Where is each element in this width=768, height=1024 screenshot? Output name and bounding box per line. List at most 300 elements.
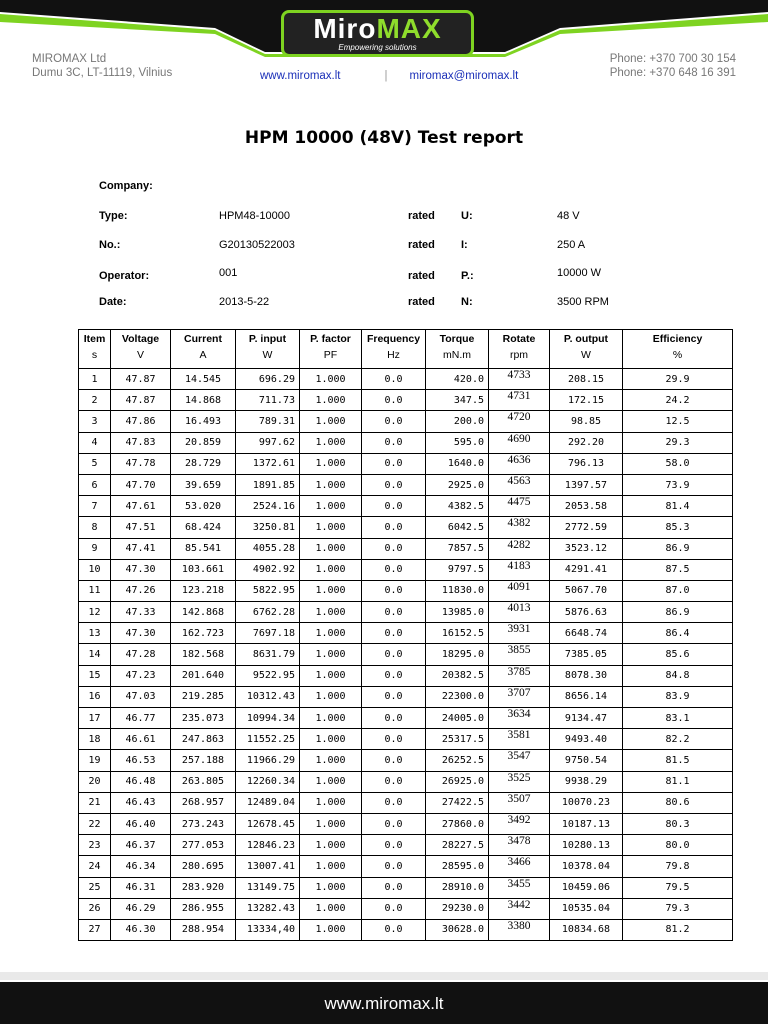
table-cell: 47.70 (111, 474, 171, 495)
table-cell: 79.8 (623, 856, 733, 877)
table-cell: 1.000 (300, 411, 362, 432)
table-cell: 9750.54 (550, 750, 623, 771)
column-header-unit: s (91, 349, 98, 361)
table-cell: 27422.5 (426, 792, 489, 813)
table-cell: 1.000 (300, 856, 362, 877)
table-cell: 29.3 (623, 432, 733, 453)
meta-row-date (0, 296, 768, 316)
meta-symbol: N: (461, 296, 473, 308)
table-cell: 4282 (489, 538, 550, 559)
table-cell: 4382.5 (426, 496, 489, 517)
meta-rated-value: 10000 W (557, 267, 602, 279)
table-cell: 208.15 (550, 369, 623, 390)
table-cell: 0.0 (362, 390, 426, 411)
website-link[interactable]: www.miromax.lt (260, 70, 341, 82)
table-cell: 80.3 (623, 813, 733, 834)
table-cell: 273.243 (171, 813, 236, 834)
table-cell: 14 (79, 644, 111, 665)
table-cell: 1.000 (300, 919, 362, 940)
table-cell: 1.000 (300, 538, 362, 559)
logo-text-max: MAX (376, 13, 442, 44)
table-cell: 0.0 (362, 898, 426, 919)
column-header (623, 330, 733, 369)
table-cell: 46.61 (111, 729, 171, 750)
table-cell: 81.2 (623, 919, 733, 940)
table-cell: 201.640 (171, 665, 236, 686)
table-cell: 162.723 (171, 623, 236, 644)
column-header-label: Voltage (121, 333, 160, 345)
table-cell: 46.43 (111, 792, 171, 813)
meta-label: Type: (99, 210, 128, 222)
table-cell: 46.34 (111, 856, 171, 877)
table-row (79, 835, 733, 856)
table-cell: 46.37 (111, 835, 171, 856)
table-cell: 10 (79, 559, 111, 580)
table-cell: 0.0 (362, 644, 426, 665)
table-cell: 1640.0 (426, 453, 489, 474)
table-header-row (79, 330, 733, 369)
table-cell: 13282.43 (236, 898, 300, 919)
table-cell: 997.62 (236, 432, 300, 453)
table-cell: 4291.41 (550, 559, 623, 580)
table-cell: 1.000 (300, 750, 362, 771)
table-cell: 182.568 (171, 644, 236, 665)
table-cell: 0.0 (362, 729, 426, 750)
table-cell: 1.000 (300, 474, 362, 495)
table-cell: 3492 (489, 813, 550, 834)
table-row (79, 813, 733, 834)
meta-rated-value: 48 V (557, 210, 580, 222)
table-cell: 0.0 (362, 813, 426, 834)
meta-symbol: I: (461, 239, 468, 251)
table-cell: 20.859 (171, 432, 236, 453)
table-row (79, 496, 733, 517)
table-cell: 10280.13 (550, 835, 623, 856)
table-cell: 1.000 (300, 813, 362, 834)
table-cell: 27860.0 (426, 813, 489, 834)
table-cell: 5822.95 (236, 580, 300, 601)
table-cell: 257.188 (171, 750, 236, 771)
meta-row-company (0, 180, 768, 200)
table-cell: 1.000 (300, 453, 362, 474)
table-cell: 87.5 (623, 559, 733, 580)
column-header-unit: A (199, 349, 207, 361)
table-cell: 1.000 (300, 580, 362, 601)
table-row (79, 602, 733, 623)
table-cell: 73.9 (623, 474, 733, 495)
table-cell: 68.424 (171, 517, 236, 538)
test-data-table (78, 329, 733, 941)
email-link[interactable]: miromax@miromax.lt (409, 70, 519, 82)
table-cell: 3 (79, 411, 111, 432)
table-row (79, 390, 733, 411)
column-header-unit: Hz (387, 349, 400, 361)
table-cell: 16.493 (171, 411, 236, 432)
table-cell: 83.1 (623, 708, 733, 729)
table-cell: 3855 (489, 644, 550, 665)
table-row (79, 898, 733, 919)
table-cell: 16152.5 (426, 623, 489, 644)
table-cell: 200.0 (426, 411, 489, 432)
meta-label: No.: (99, 239, 121, 251)
table-cell: 81.4 (623, 496, 733, 517)
contact-links (260, 70, 518, 82)
table-cell: 1.000 (300, 898, 362, 919)
table-cell: 12678.45 (236, 813, 300, 834)
meta-rated-value: 250 A (557, 239, 586, 251)
table-row (79, 411, 733, 432)
table-cell: 10994.34 (236, 708, 300, 729)
table-cell: 4475 (489, 496, 550, 517)
table-row (79, 708, 733, 729)
table-cell: 796.13 (550, 453, 623, 474)
table-cell: 47.86 (111, 411, 171, 432)
table-cell: 0.0 (362, 517, 426, 538)
table-cell: 3785 (489, 665, 550, 686)
table-cell: 0.0 (362, 750, 426, 771)
table-cell: 142.868 (171, 602, 236, 623)
column-header-label: P. output (563, 333, 609, 345)
table-row (79, 644, 733, 665)
column-header (362, 330, 426, 369)
table-cell: 0.0 (362, 686, 426, 707)
table-cell: 12 (79, 602, 111, 623)
table-cell: 79.3 (623, 898, 733, 919)
table-cell: 47.03 (111, 686, 171, 707)
phone-info (610, 52, 736, 80)
table-cell: 47.83 (111, 432, 171, 453)
table-cell: 1.000 (300, 644, 362, 665)
table-row (79, 453, 733, 474)
table-cell: 12846.23 (236, 835, 300, 856)
table-cell: 39.659 (171, 474, 236, 495)
table-cell: 8656.14 (550, 686, 623, 707)
meta-row-no (0, 239, 768, 259)
table-cell: 3581 (489, 729, 550, 750)
table-cell: 1.000 (300, 496, 362, 517)
table-cell: 26 (79, 898, 111, 919)
column-header-label: Rotate (502, 333, 536, 345)
footer-website[interactable]: www.miromax.lt (324, 994, 444, 1013)
table-cell: 21 (79, 792, 111, 813)
table-cell: 47.87 (111, 390, 171, 411)
table-cell: 86.9 (623, 602, 733, 623)
logo-text-miro: Miro (313, 13, 377, 44)
table-cell: 9 (79, 538, 111, 559)
column-header-label: P. input (248, 333, 287, 345)
meta-row-operator (0, 267, 768, 287)
table-cell: 3547 (489, 750, 550, 771)
table-cell: 11 (79, 580, 111, 601)
table-cell: 6042.5 (426, 517, 489, 538)
table-cell: 0.0 (362, 602, 426, 623)
table-cell: 12.5 (623, 411, 733, 432)
table-body (79, 369, 733, 941)
table-cell: 81.1 (623, 771, 733, 792)
table-row (79, 877, 733, 898)
table-cell: 2 (79, 390, 111, 411)
column-header (300, 330, 362, 369)
meta-label: Date: (99, 296, 127, 308)
table-cell: 0.0 (362, 856, 426, 877)
table-cell: 3507 (489, 792, 550, 813)
table-cell: 219.285 (171, 686, 236, 707)
table-cell: 0.0 (362, 411, 426, 432)
column-header-unit: mN.m (443, 349, 471, 361)
miromax-logo (281, 10, 474, 57)
table-cell: 47.23 (111, 665, 171, 686)
table-cell: 1.000 (300, 602, 362, 623)
table-cell: 10834.68 (550, 919, 623, 940)
table-cell: 1 (79, 369, 111, 390)
table-row (79, 729, 733, 750)
table-cell: 13149.75 (236, 877, 300, 898)
table-cell: 235.073 (171, 708, 236, 729)
table-cell: 696.29 (236, 369, 300, 390)
meta-label: Company: (99, 180, 153, 192)
table-cell: 1.000 (300, 665, 362, 686)
meta-symbol: P.: (461, 270, 474, 282)
table-cell: 1.000 (300, 369, 362, 390)
table-row (79, 538, 733, 559)
table-cell: 18 (79, 729, 111, 750)
table-row (79, 686, 733, 707)
table-cell: 46.48 (111, 771, 171, 792)
table-cell: 3380 (489, 919, 550, 940)
table-cell: 22 (79, 813, 111, 834)
table-cell: 4690 (489, 432, 550, 453)
table-cell: 280.695 (171, 856, 236, 877)
table-cell: 4 (79, 432, 111, 453)
table-cell: 4563 (489, 474, 550, 495)
table-cell: 47.30 (111, 559, 171, 580)
column-header-label: Item (83, 333, 106, 345)
table-cell: 17 (79, 708, 111, 729)
table-cell: 3478 (489, 835, 550, 856)
table-cell: 53.020 (171, 496, 236, 517)
table-cell: 26252.5 (426, 750, 489, 771)
table-cell: 3523.12 (550, 538, 623, 559)
table-cell: 80.6 (623, 792, 733, 813)
table-cell: 1397.57 (550, 474, 623, 495)
meta-rated-value: 3500 RPM (557, 296, 609, 308)
company-name: MIROMAX Ltd (32, 53, 107, 65)
table-row (79, 750, 733, 771)
table-row (79, 771, 733, 792)
table-cell: 20 (79, 771, 111, 792)
table-cell: 6 (79, 474, 111, 495)
table-cell: 420.0 (426, 369, 489, 390)
table-cell: 13007.41 (236, 856, 300, 877)
table-cell: 22300.0 (426, 686, 489, 707)
table-cell: 103.661 (171, 559, 236, 580)
table-row (79, 474, 733, 495)
meta-symbol: U: (461, 210, 473, 222)
meta-rated: rated (408, 239, 435, 251)
meta-row-type (0, 210, 768, 230)
column-header (236, 330, 300, 369)
table-row (79, 369, 733, 390)
table-cell: 0.0 (362, 835, 426, 856)
table-cell: 0.0 (362, 919, 426, 940)
column-header-unit: W (581, 349, 591, 361)
table-cell: 28227.5 (426, 835, 489, 856)
table-cell: 86.4 (623, 623, 733, 644)
table-cell: 81.5 (623, 750, 733, 771)
table-cell: 5067.70 (550, 580, 623, 601)
table-cell: 9938.29 (550, 771, 623, 792)
table-cell: 3525 (489, 771, 550, 792)
table-cell: 3931 (489, 623, 550, 644)
table-cell: 47.51 (111, 517, 171, 538)
column-header-unit: PF (323, 349, 338, 361)
column-header-unit: W (262, 349, 273, 361)
logo-tagline: Empowering solutions (338, 43, 417, 52)
table-cell: 25317.5 (426, 729, 489, 750)
column-header (426, 330, 489, 369)
table-cell: 2772.59 (550, 517, 623, 538)
table-cell: 2925.0 (426, 474, 489, 495)
table-row (79, 517, 733, 538)
table-cell: 347.5 (426, 390, 489, 411)
meta-value: 2013-5-22 (219, 296, 270, 308)
column-header-label: Frequency (366, 333, 421, 345)
table-cell: 11552.25 (236, 729, 300, 750)
table-cell: 13985.0 (426, 602, 489, 623)
table-cell: 24005.0 (426, 708, 489, 729)
table-cell: 0.0 (362, 432, 426, 453)
table-row (79, 580, 733, 601)
table-cell: 0.0 (362, 877, 426, 898)
table-cell: 80.0 (623, 835, 733, 856)
table-cell: 263.805 (171, 771, 236, 792)
table-cell: 595.0 (426, 432, 489, 453)
table-cell: 283.920 (171, 877, 236, 898)
table-cell: 24 (79, 856, 111, 877)
table-cell: 13 (79, 623, 111, 644)
table-cell: 247.863 (171, 729, 236, 750)
table-cell: 8631.79 (236, 644, 300, 665)
table-cell: 10070.23 (550, 792, 623, 813)
table-cell: 10312.43 (236, 686, 300, 707)
table-cell: 7857.5 (426, 538, 489, 559)
column-header (111, 330, 171, 369)
table-cell: 25 (79, 877, 111, 898)
table-cell: 0.0 (362, 559, 426, 580)
table-cell: 23 (79, 835, 111, 856)
company-address: Dumu 3C, LT-11119, Vilnius (32, 67, 173, 79)
table-cell: 288.954 (171, 919, 236, 940)
column-header-unit: % (672, 349, 683, 361)
column-header (79, 330, 111, 369)
table-cell: 47.30 (111, 623, 171, 644)
table-cell: 9493.40 (550, 729, 623, 750)
table-cell: 85.3 (623, 517, 733, 538)
column-header-label: Current (184, 333, 222, 345)
table-cell: 28910.0 (426, 877, 489, 898)
report-title: HPM 10000 (48V) Test report (244, 128, 524, 148)
table-cell: 18295.0 (426, 644, 489, 665)
table-row (79, 559, 733, 580)
table-cell: 4183 (489, 559, 550, 580)
table-cell: 4733 (489, 369, 550, 390)
table-cell: 1372.61 (236, 453, 300, 474)
table-cell: 123.218 (171, 580, 236, 601)
column-header-label: Efficiency (652, 333, 703, 345)
table-cell: 4720 (489, 411, 550, 432)
link-separator: | (384, 70, 388, 82)
meta-rated: rated (408, 296, 435, 308)
meta-value: HPM48-10000 (219, 210, 290, 222)
table-cell: 29.9 (623, 369, 733, 390)
table-cell: 3455 (489, 877, 550, 898)
table-cell: 47.61 (111, 496, 171, 517)
table-cell: 3634 (489, 708, 550, 729)
table-cell: 58.0 (623, 453, 733, 474)
table-cell: 6762.28 (236, 602, 300, 623)
table-cell: 46.40 (111, 813, 171, 834)
table-cell: 47.33 (111, 602, 171, 623)
table-cell: 1.000 (300, 432, 362, 453)
meta-value: G20130522003 (219, 239, 295, 251)
table-cell: 1.000 (300, 792, 362, 813)
table-cell: 0.0 (362, 665, 426, 686)
table-cell: 7 (79, 496, 111, 517)
table-cell: 1.000 (300, 517, 362, 538)
table-cell: 46.30 (111, 919, 171, 940)
table-cell: 28.729 (171, 453, 236, 474)
table-cell: 1.000 (300, 708, 362, 729)
table-cell: 0.0 (362, 369, 426, 390)
table-cell: 11830.0 (426, 580, 489, 601)
table-cell: 0.0 (362, 792, 426, 813)
phone-2: Phone: +370 648 16 391 (609, 67, 736, 79)
table-cell: 268.957 (171, 792, 236, 813)
table-cell: 85.6 (623, 644, 733, 665)
table-cell: 20382.5 (426, 665, 489, 686)
table-cell: 4636 (489, 453, 550, 474)
table-cell: 98.85 (550, 411, 623, 432)
table-cell: 5876.63 (550, 602, 623, 623)
table-cell: 47.41 (111, 538, 171, 559)
table-cell: 47.28 (111, 644, 171, 665)
table-cell: 7385.05 (550, 644, 623, 665)
table-row (79, 665, 733, 686)
table-cell: 4091 (489, 580, 550, 601)
table-cell: 1891.85 (236, 474, 300, 495)
meta-rated: rated (408, 270, 435, 282)
table-cell: 4731 (489, 390, 550, 411)
table-cell: 29230.0 (426, 898, 489, 919)
table-cell: 10378.04 (550, 856, 623, 877)
table-cell: 9522.95 (236, 665, 300, 686)
table-cell: 83.9 (623, 686, 733, 707)
table-cell: 0.0 (362, 496, 426, 517)
meta-label: Operator: (99, 270, 150, 282)
table-cell: 9797.5 (426, 559, 489, 580)
table-cell: 4902.92 (236, 559, 300, 580)
table-cell: 1.000 (300, 686, 362, 707)
column-header-label: P. factor (310, 333, 351, 345)
table-cell: 3466 (489, 856, 550, 877)
table-cell: 6648.74 (550, 623, 623, 644)
table-cell: 1.000 (300, 623, 362, 644)
table-cell: 12260.34 (236, 771, 300, 792)
table-cell: 1.000 (300, 559, 362, 580)
table-cell: 82.2 (623, 729, 733, 750)
table-cell: 172.15 (550, 390, 623, 411)
table-cell: 47.87 (111, 369, 171, 390)
